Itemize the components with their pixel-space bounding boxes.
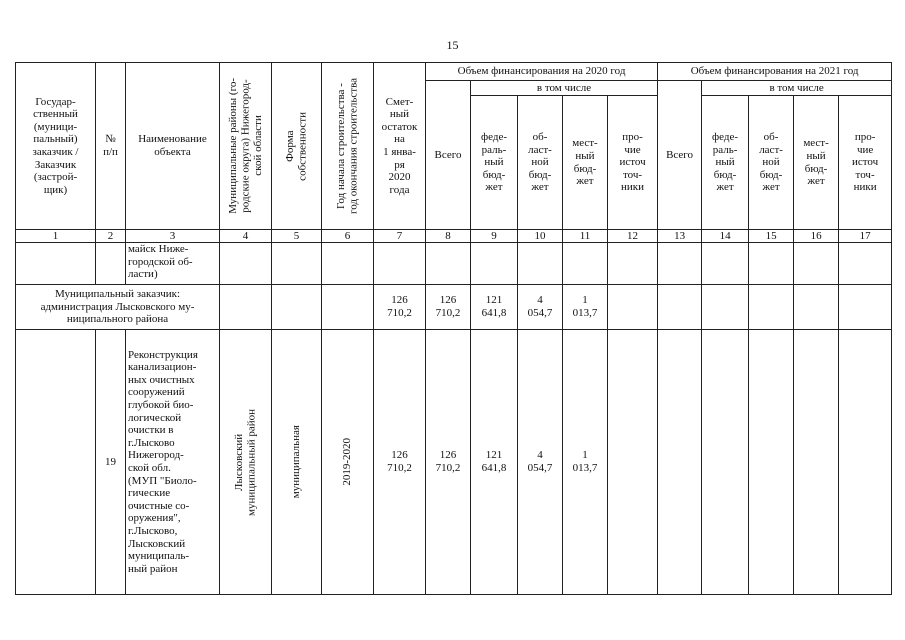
page-number: 15 xyxy=(446,38,459,52)
header-district: Муниципальные районы (го- родские округа) Нижегород- ской области xyxy=(226,78,264,214)
col-number: 10 xyxy=(518,230,563,243)
table-row-continuation xyxy=(16,243,892,285)
col-number: 11 xyxy=(563,230,608,243)
header-federal-2020: феде- раль- ный бюд- жет xyxy=(471,96,518,230)
col-number: 9 xyxy=(471,230,518,243)
header-regional-2021: об- ласт- ной бюд- жет xyxy=(749,96,794,230)
col-number: 12 xyxy=(608,230,658,243)
column-number-row xyxy=(16,230,892,243)
col-number: 15 xyxy=(749,230,794,243)
header-federal-2021: феде- раль- ный бюд- жет xyxy=(702,96,749,230)
table-row-customer xyxy=(16,285,892,330)
investment-program-table xyxy=(15,62,892,595)
col-number: 7 xyxy=(374,230,426,243)
col-number: 1 xyxy=(16,230,96,243)
row-number: 19 xyxy=(96,330,126,595)
col-number: 17 xyxy=(839,230,892,243)
total-2020-value: 126 710,2 xyxy=(426,330,471,595)
col-number: 14 xyxy=(702,230,749,243)
header-years-cell xyxy=(322,63,374,230)
col-number: 2 xyxy=(96,230,126,243)
header-ownership-cell xyxy=(272,63,322,230)
regional-2020-value: 4 054,7 xyxy=(518,330,563,595)
header-other-2020: про- чие источ точ- ники xyxy=(608,96,658,230)
years-value: 2019-2020 xyxy=(341,438,354,486)
municipal-customer-label: Муниципальный заказчик: администрация Лысковского му- ниципального района xyxy=(16,285,220,330)
header-num: № п/п xyxy=(96,63,126,230)
district-value: Лысковский муниципальный район xyxy=(232,408,258,516)
federal-2020-value: 121 641,8 xyxy=(471,330,518,595)
table-row-19 xyxy=(16,330,892,595)
header-total-2020: Всего xyxy=(426,81,471,230)
object-name-continued: майск Ниже- городской об- ласти) xyxy=(126,243,220,285)
header-including-2020: в том числе xyxy=(471,81,658,96)
local-2020-value: 1 013,7 xyxy=(563,285,608,330)
header-district-cell xyxy=(220,63,272,230)
years-cell xyxy=(322,330,374,595)
col-number: 3 xyxy=(126,230,220,243)
header-object-name: Наименование объекта xyxy=(126,63,220,230)
col-number: 13 xyxy=(658,230,702,243)
header-fin2021: Объем финансирования на 2021 год xyxy=(658,63,892,81)
total-2020-value: 126 710,2 xyxy=(426,285,471,330)
col-number: 6 xyxy=(322,230,374,243)
estimate-value: 126 710,2 xyxy=(374,330,426,595)
col-number: 16 xyxy=(794,230,839,243)
header-regional-2020: об- ласт- ной бюд- жет xyxy=(518,96,563,230)
ownership-cell xyxy=(272,330,322,595)
header-ownership: Форма собственности xyxy=(283,111,309,181)
local-2020-value: 1 013,7 xyxy=(563,330,608,595)
object-name: Реконструкция канализацион- ных очистных сооружений глубокой био- логической очистки в г.Лысково Нижегород- ской обл. (МУП "Биоло- гические очистные со- оружения", г.Лысково, Лысковский муниципаль- ный район xyxy=(126,330,220,595)
col-number: 4 xyxy=(220,230,272,243)
header-total-2021: Всего xyxy=(658,81,702,230)
col-number: 5 xyxy=(272,230,322,243)
header-fin2020: Объем финансирования на 2020 год xyxy=(426,63,658,81)
district-cell xyxy=(220,330,272,595)
header-local-2020: мест- ный бюд- жет xyxy=(563,96,608,230)
header-years: Год начала строительства - год окончания строительства xyxy=(334,78,360,214)
header-including-2021: в том числе xyxy=(702,81,892,96)
col-number: 8 xyxy=(426,230,471,243)
header-local-2021: мест- ный бюд- жет xyxy=(794,96,839,230)
header-other-2021: про- чие источ точ- ники xyxy=(839,96,892,230)
estimate-value: 126 710,2 xyxy=(374,285,426,330)
header-customer: Государ- ственный (муници- пальный) заказчик / Заказчик (застрой- щик) xyxy=(16,63,96,230)
regional-2020-value: 4 054,7 xyxy=(518,285,563,330)
ownership-value: муниципальная xyxy=(290,425,303,499)
header-estimate: Смет- ный остаток на 1 янва- ря 2020 года xyxy=(374,63,426,230)
federal-2020-value: 121 641,8 xyxy=(471,285,518,330)
